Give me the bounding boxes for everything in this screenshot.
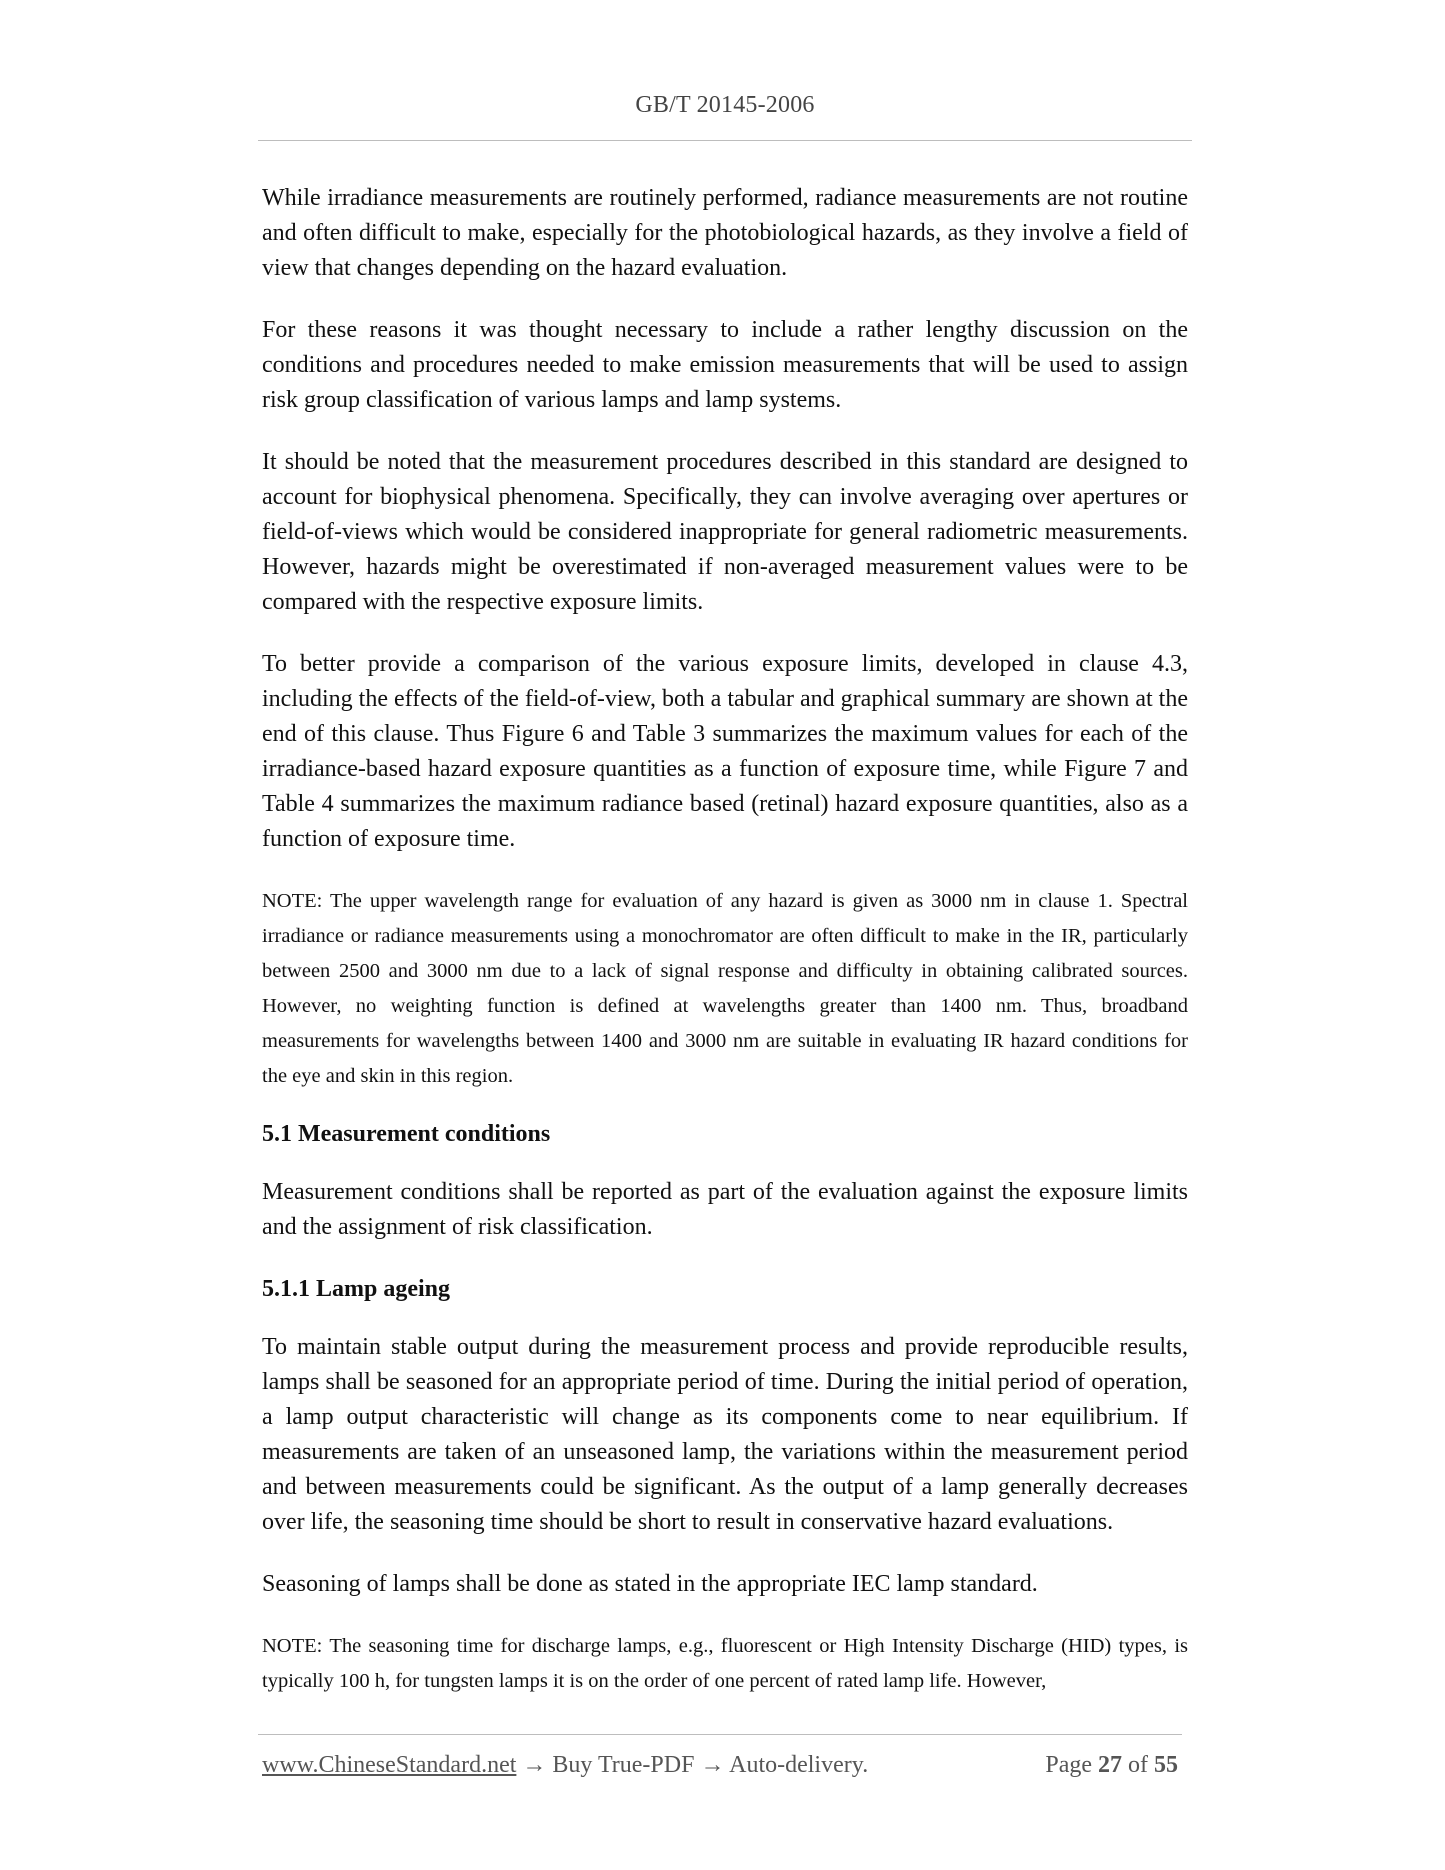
paragraph-comparison-summary: To better provide a comparison of the various exposure limits, developed in clause 4.3, including the effects of the field-of-view, both a tabular and graphical summary are shown at the end of this clause. Thus Figure 6 and Table 3 summarizes the maximum values for each of the irradiance-based hazard exposure quantities as a function of exposure time, while Figure 7 and Table 4 summarizes the maximum radiance based (retinal) hazard exposure quantities, also as a function of exposure time. xyxy=(262,651,1188,852)
footer-left xyxy=(262,1752,868,1779)
page-footer xyxy=(262,1752,1182,1786)
page-indicator xyxy=(1045,1752,1178,1779)
page-of-label: of xyxy=(1128,1752,1148,1778)
note-wavelength-range: NOTE: The upper wavelength range for evaluation of any hazard is given as 3000 nm in clause 1. Spectral irradiance or radiance measurements using a monochromator are often difficult to make in the IR, particularly between 2500 and 3000 nm due to a lack of signal response and difficulty in obtaining calibrated sources. However, no weighting function is defined at wavelengths greater than 1400 nm. Thus, broadband measurements for wavelengths between 1400 and 3000 nm are suitable in evaluating IR hazard conditions for the eye and skin in this region. xyxy=(262,890,1188,1087)
paragraph-reasons: For these reasons it was thought necessary to include a rather lengthy discussion on the conditions and procedures needed to make emission measurements that will be used to assign risk group classification of various lamps and lamp systems. xyxy=(262,317,1188,413)
footer-website-link[interactable]: www.ChineseStandard.net xyxy=(262,1752,517,1778)
page-total-number: 55 xyxy=(1154,1752,1178,1778)
header-divider xyxy=(258,140,1192,141)
page-current-number: 27 xyxy=(1098,1752,1122,1778)
page-header-title: GB/T 20145-2006 xyxy=(635,92,815,118)
paragraph-lamp-ageing: To maintain stable output during the measurement process and provide reproducible results, lamps shall be seasoned for an appropriate period of time. During the initial period of operation, a lamp output characteristic will change as its components come to near equilibrium. If measurements are taken of an unseasoned lamp, the variations within the measurement period and between measurements could be significant. As the output of a lamp generally decreases over life, the seasoning time should be short to result in conservative hazard evaluations. xyxy=(262,1334,1188,1535)
note-seasoning-time: NOTE: The seasoning time for discharge lamps, e.g., fluorescent or High Intensity Discharge (HID) types, is typically 100 h, for tungsten lamps it is on the order of one percent of rated lamp life. However, xyxy=(262,1635,1188,1692)
section-heading-5-1: 5.1 Measurement conditions xyxy=(262,1121,551,1147)
section-heading-5-1-1: 5.1.1 Lamp ageing xyxy=(262,1276,451,1302)
page-label: Page xyxy=(1045,1752,1092,1778)
footer-divider xyxy=(258,1734,1182,1735)
footer-purchase-text: → Buy True-PDF → Auto-delivery. xyxy=(516,1752,869,1778)
paragraph-irradiance-vs-radiance: While irradiance measurements are routinely performed, radiance measurements are not routine and often difficult to make, especially for the photobiological hazards, as they involve a field of view that changes depending on the hazard evaluation. xyxy=(262,185,1188,281)
document-body xyxy=(262,181,1188,1722)
paragraph-measurement-conditions: Measurement conditions shall be reported as part of the evaluation against the exposure limits and the assignment of risk classification. xyxy=(262,1179,1188,1240)
paragraph-seasoning: Seasoning of lamps shall be done as stated in the appropriate IEC lamp standard. xyxy=(262,1571,1038,1597)
paragraph-measurement-procedures: It should be noted that the measurement procedures described in this standard are designed to account for biophysical phenomena. Specifically, they can involve averaging over apertures or field-of-views which would be considered inappropriate for general radiometric measurements. However, hazards might be overestimated if non-averaged measurement values were to be compared with the respective exposure limits. xyxy=(262,449,1188,615)
